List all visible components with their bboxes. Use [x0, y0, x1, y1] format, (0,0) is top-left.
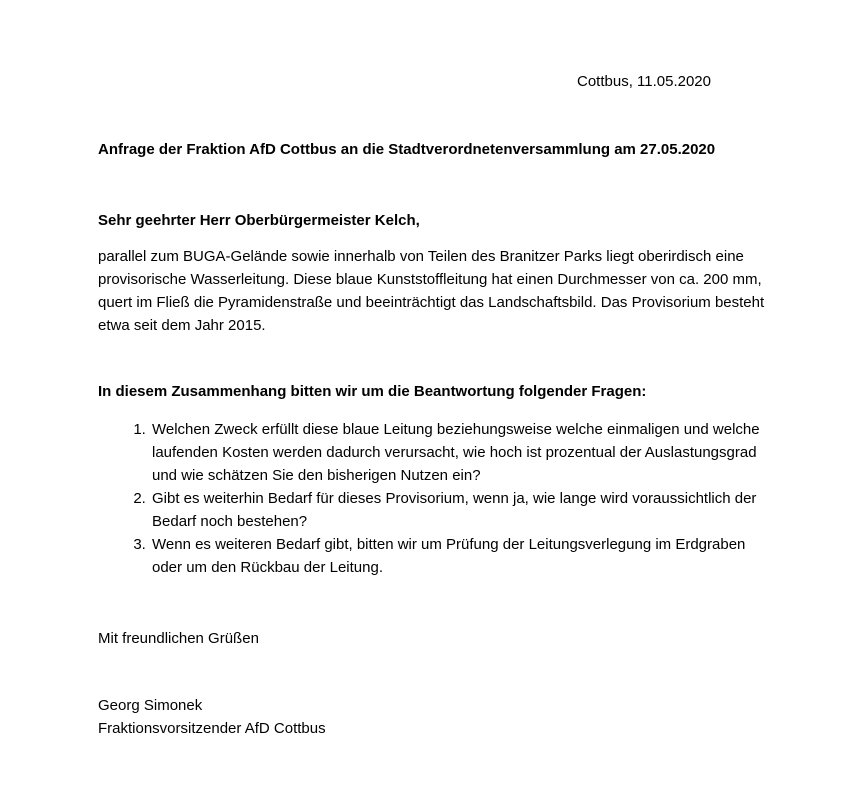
dateline: Cottbus, 11.05.2020: [577, 73, 711, 90]
closing-phrase: Mit freundlichen Grüßen: [98, 630, 259, 647]
signature-block: [98, 694, 765, 740]
question-item-3: 3. Wenn es weiteren Bedarf gibt, bitten wir um Prüfung der Leitungsverlegung im Erdgraben oder um den Rückbau der Leitung.: [150, 533, 764, 579]
subject-line: Anfrage der Fraktion AfD Cottbus an die Stadtverordnetenversammlung am 27.05.2020: [98, 141, 716, 158]
question-item-2: 2. Gibt es weiterhin Bedarf für dieses Provisorium, wenn ja, wie lange wird voraussichtlich der Bedarf noch bestehen?: [150, 487, 764, 533]
salutation: Sehr geehrter Herr Oberbürgermeister Kelch,: [98, 212, 420, 229]
signature-role: Fraktionsvorsitzender AfD Cottbus: [98, 720, 326, 737]
intro-paragraph: parallel zum BUGA-Gelände sowie innerhalb von Teilen des Branitzer Parks liegt oberirdisch eine provisorische Wasserleitung. Diese blaue Kunststoffleitung hat einen Durchmesser von ca. 200 mm, quert im Fließ die Pyramidenstraße und beeinträchtigt das Landschaftsbild. Das Provisorium besteht etwa seit dem Jahr 2015.: [98, 248, 765, 334]
signature-name: Georg Simonek: [98, 697, 203, 714]
questions-heading: In diesem Zusammenhang bitten wir um die Beantwortung folgender Fragen:: [98, 383, 647, 400]
questions-list: [98, 418, 764, 579]
question-item-1: 1. Welchen Zweck erfüllt diese blaue Leitung beziehungsweise welche einmaligen und welche laufenden Kosten werden dadurch verursacht, wie hoch ist prozentual der Auslastungsgrad und wie schätzen Sie den bisherigen Nutzen ein?: [150, 418, 764, 487]
